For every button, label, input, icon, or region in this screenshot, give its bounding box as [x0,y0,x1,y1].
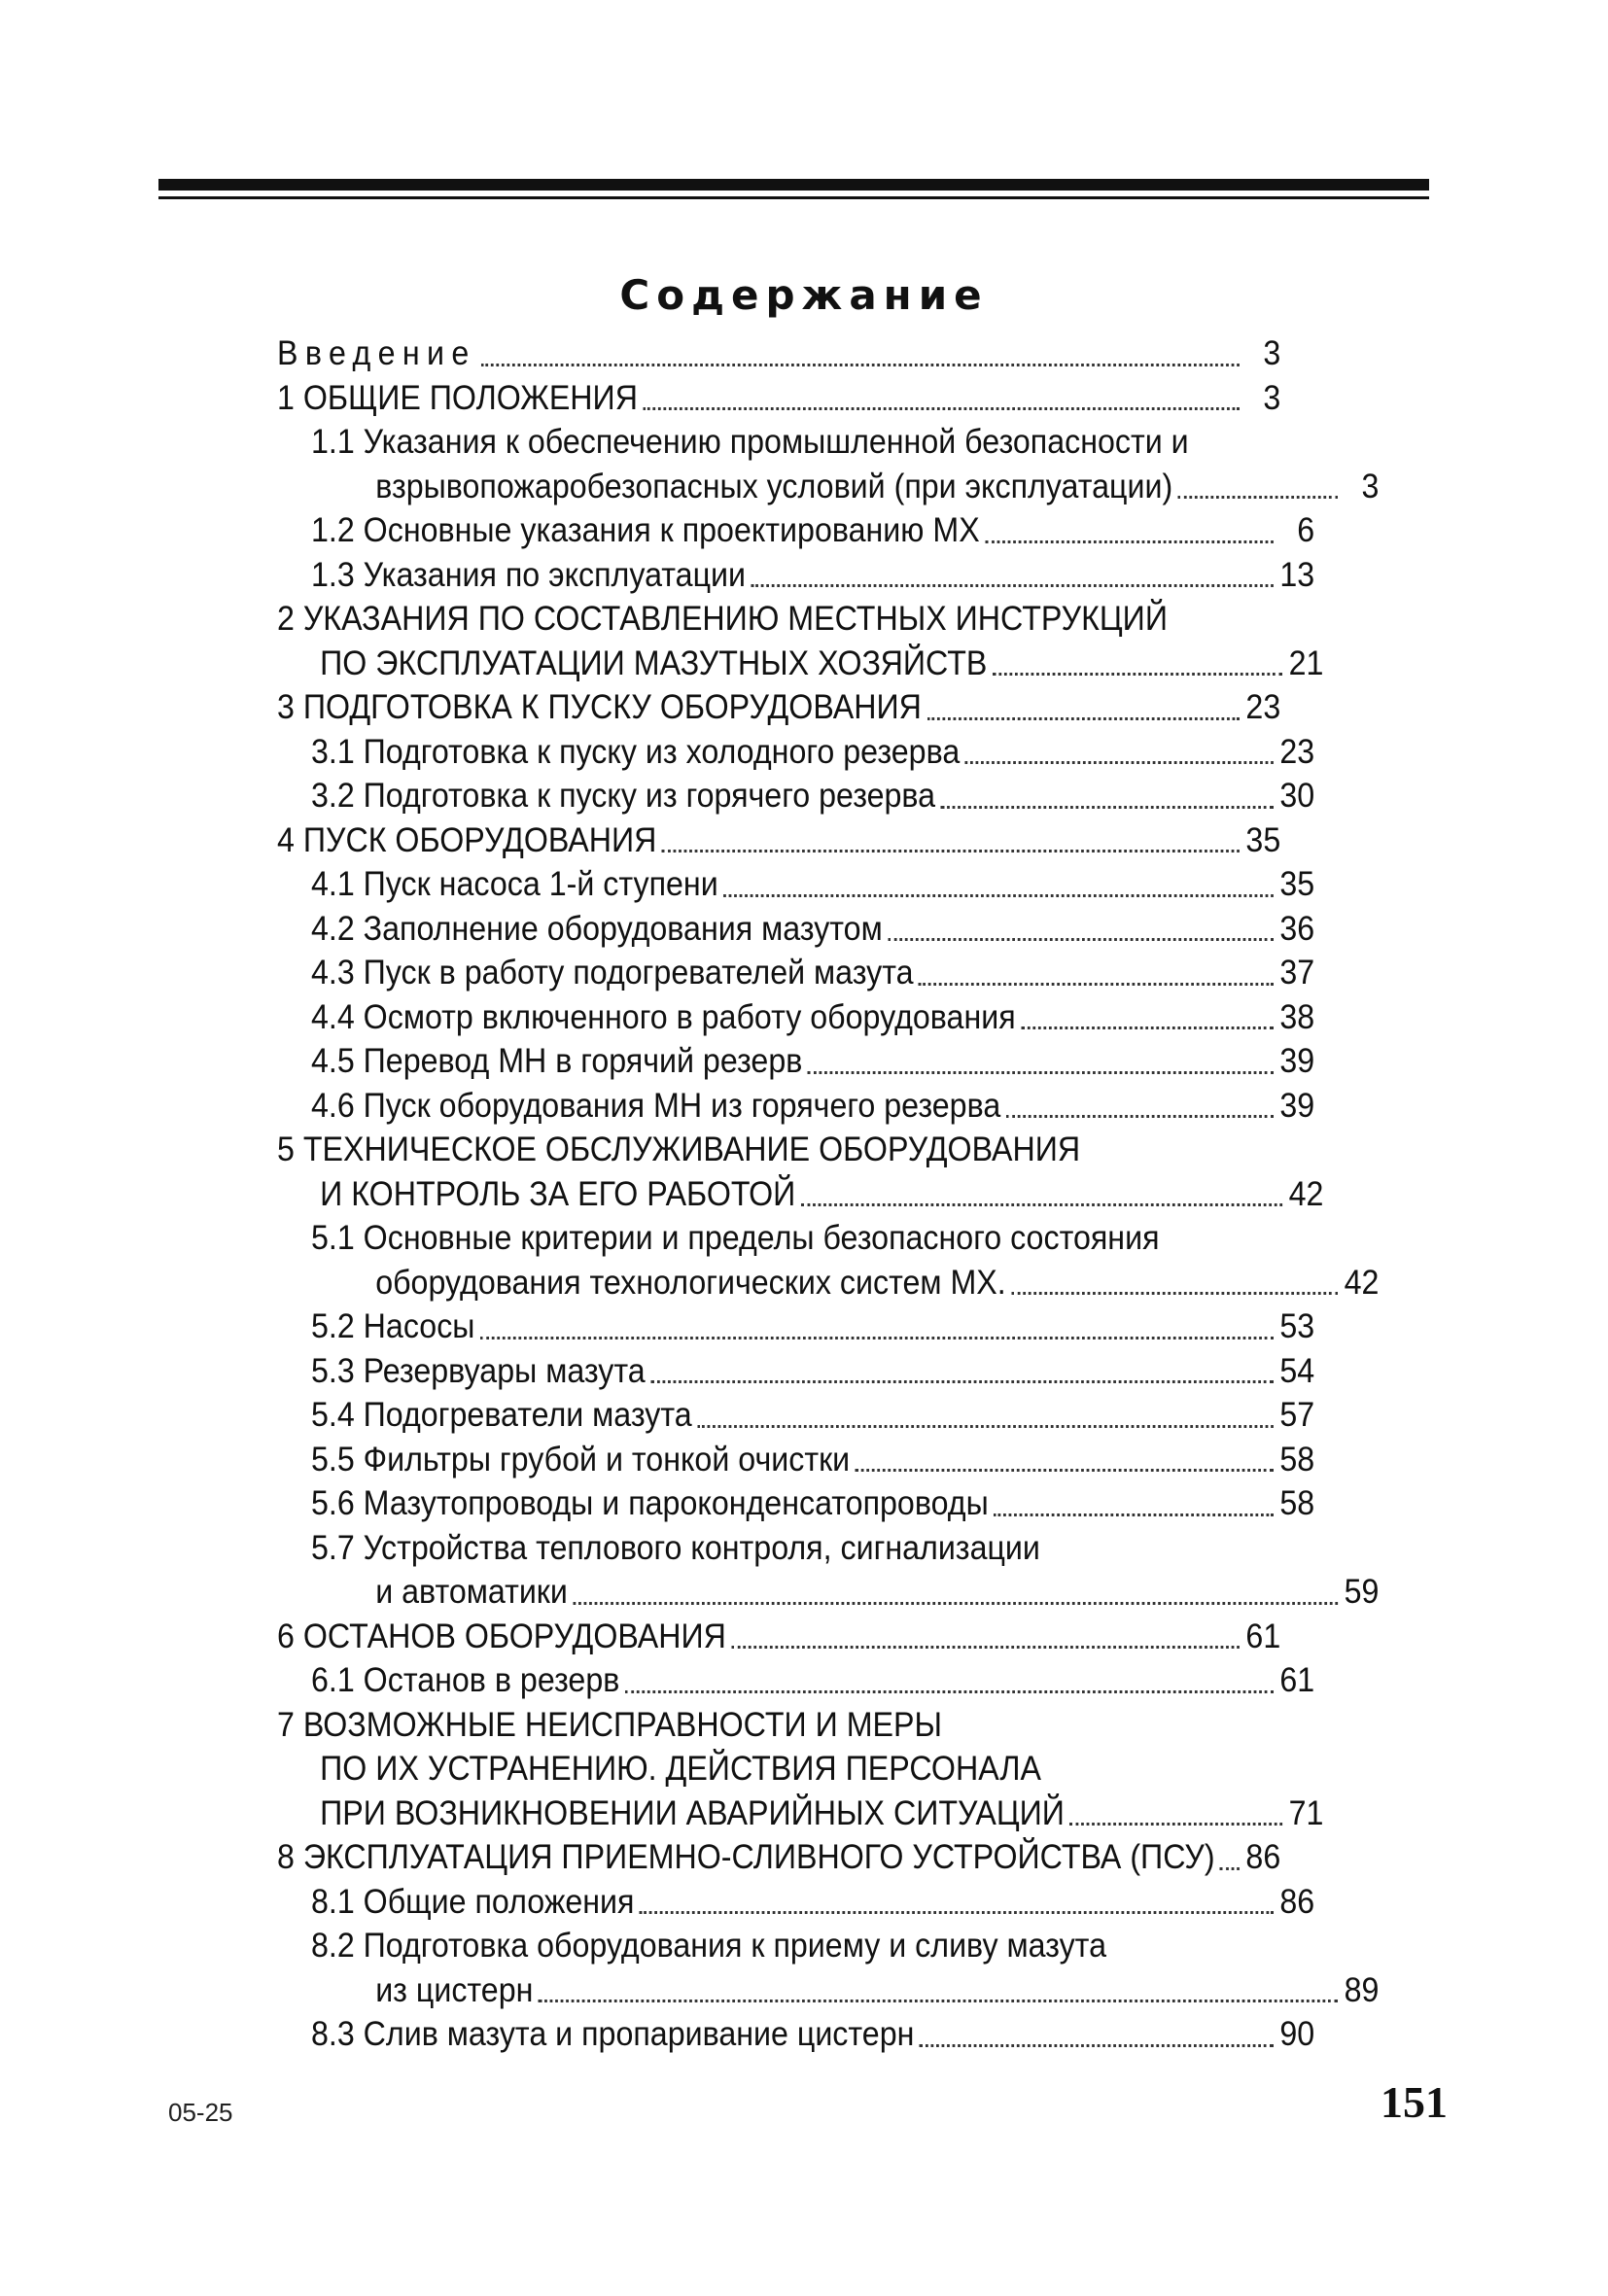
toc-entry-title: 4 ПУСК ОБОРУДОВАНИЯ [277,820,657,859]
toc-entry-title: ПРИ ВОЗНИКНОВЕНИИ АВАРИЙНЫХ СИТУАЦИЙ [320,1793,1065,1832]
toc-entry-title: И КОНТРОЛЬ ЗА ЕГО РАБОТОЙ [320,1174,796,1213]
header-rule-thin [158,196,1429,199]
toc-leader-dots [1178,496,1338,499]
toc-entry-title: 3 ПОДГОТОВКА К ПУСКУ ОБОРУДОВАНИЯ [277,688,922,726]
toc-entry [277,1261,1379,1305]
toc-entry [277,1835,1280,1880]
toc-entry [277,1393,1314,1438]
toc-entry [277,1880,1314,1925]
toc-entry [277,1084,1314,1129]
toc-entry-page: 54 [1279,1351,1315,1390]
toc-entry-page: 71 [1288,1793,1324,1832]
page-number: 151 [1381,2077,1448,2127]
toc-entry-page: 3 [1361,467,1380,505]
toc-entry [277,995,1314,1040]
toc-entry-page: 90 [1279,2015,1315,2053]
toc-leader-dots [650,1380,1274,1383]
toc-entry-page: 23 [1279,732,1315,771]
toc-entry [277,1305,1314,1349]
toc-entry-title: 5 ТЕХНИЧЕСКОЕ ОБСЛУЖИВАНИЕ ОБОРУДОВАНИЯ [277,1131,1081,1168]
toc-entry-page: 3 [1263,334,1281,372]
toc-entry [277,1481,1314,1526]
toc-entry-title: 8.2 Подготовка оборудования к приему и сливу мазута [310,1927,1106,1965]
toc-entry-page: 86 [1245,1838,1281,1876]
toc-entry-title: оборудования технологических систем МХ. [375,1263,1006,1302]
toc-entry-title: из цистерн [375,1970,534,2009]
toc-entry-title: 8.3 Слив мазута и пропаривание цистерн [310,2015,915,2053]
toc-entry [277,420,1314,465]
toc-entry-title: 5.6 Мазутопроводы и пароконденсатопроводы [310,1484,989,1522]
toc-entry-title: 5.5 Фильтры грубой и тонкой очистки [310,1440,851,1478]
toc-entry-page: 57 [1279,1396,1315,1434]
toc-leader-dots [662,850,1240,852]
toc-leader-dots [481,364,1240,366]
toc-entry-title: 3.1 Подготовка к пуску из холодного резерва [310,732,961,771]
toc-entry-page: 35 [1245,820,1281,859]
toc-entry [277,774,1314,818]
toc-leader-dots [1220,1867,1240,1870]
toc-leader-dots [573,1602,1338,1605]
toc-entry [277,1526,1314,1571]
toc-entry-title: 1 ОБЩИЕ ПОЛОЖЕНИЯ [277,378,638,417]
toc-entry [277,685,1280,730]
toc-entry-title: ПО ИХ УСТРАНЕНИЮ. ДЕЙСТВИЯ ПЕРСОНАЛА [320,1750,1042,1788]
toc-entry-title: 1.3 Указания по эксплуатации [310,555,746,594]
toc-leader-dots [625,1690,1274,1693]
toc-entry-page: 21 [1288,644,1324,682]
toc-entry-page: 35 [1279,865,1315,903]
toc-entry-page: 39 [1279,1042,1315,1080]
toc-entry-page: 30 [1279,777,1315,815]
toc-entry [277,1349,1314,1394]
toc-entry [277,2012,1314,2057]
toc-leader-dots [919,983,1274,986]
toc-entry [277,465,1379,509]
toc-entry-title: 8.1 Общие положения [310,1882,635,1921]
toc-entry-page: 89 [1344,1970,1380,2009]
toc-entry-title: 7 ВОЗМОЖНЫЕ НЕИСПРАВНОСТИ И МЕРЫ [277,1705,943,1744]
toc-entry-title: 4.4 Осмотр включенного в работу оборудования [310,997,1016,1036]
toc-entry-page: 86 [1279,1882,1315,1921]
toc-entry [277,1128,1280,1172]
toc-entry-page: 61 [1279,1661,1315,1699]
toc-entry-title: 1.2 Основные указания к проектированию МХ [310,511,980,549]
toc-leader-dots [643,407,1239,410]
toc-entry-title: 6 ОСТАНОВ ОБОРУДОВАНИЯ [277,1617,726,1655]
toc-leader-dots [965,761,1274,764]
toc-leader-dots [994,1513,1274,1516]
toc-entry-page: 42 [1344,1263,1380,1302]
toc-leader-dots [920,2044,1274,2047]
toc-entry [277,1658,1314,1703]
toc-leader-dots [480,1337,1274,1339]
toc-entry-title: 8 ЭКСПЛУАТАЦИЯ ПРИЕМНО-СЛИВНОГО УСТРОЙСТВА (ПСУ) [277,1838,1215,1876]
toc-leader-dots [801,1203,1282,1206]
toc-leader-dots [888,938,1274,941]
toc-entry [277,1039,1314,1084]
toc-entry-title: ПО ЭКСПЛУАТАЦИИ МАЗУТНЫХ ХОЗЯЙСТВ [320,644,988,682]
toc-entry [277,1968,1379,2013]
toc-leader-dots [926,717,1240,720]
toc-entry [277,862,1314,907]
toc-entry-page: 36 [1279,909,1315,948]
toc-leader-dots [808,1071,1274,1074]
toc-entry-title: 5.2 Насосы [310,1307,475,1345]
toc-entry-title: 4.1 Пуск насоса 1-й ступени [310,865,718,903]
toc-heading: Содержание [619,271,989,319]
toc-entry-title: Введение [277,334,476,372]
toc-entry-page: 53 [1279,1307,1315,1345]
toc-leader-dots [1021,1026,1274,1029]
toc-entry-title: 6.1 Останов в резерв [310,1661,620,1699]
toc-entry [277,818,1280,863]
toc-entry-title: взрывопожаробезопасных условий (при эксплуатации) [375,467,1173,505]
toc-entry [277,1924,1314,1968]
toc-entry-title: 4.2 Заполнение оборудования мазутом [310,909,883,948]
toc-leader-dots [1011,1292,1338,1295]
toc-leader-dots [993,673,1282,676]
toc-entry-title: 5.4 Подогреватели мазута [310,1396,692,1434]
toc-entry [277,1172,1323,1217]
toc-entry [277,553,1314,598]
toc-entry [277,730,1314,775]
toc-entry [277,1747,1323,1792]
toc-entry [277,331,1280,376]
toc-entry [277,1792,1323,1836]
toc-entry [277,1438,1314,1482]
toc-entry-title: 3.2 Подготовка к пуску из горячего резерва [310,777,936,815]
toc-entry-page: 23 [1245,688,1281,726]
toc-entry-title: 4.5 Перевод МН в горячий резерв [310,1042,803,1080]
toc-entry-page: 37 [1279,954,1315,991]
toc-leader-dots [985,540,1274,543]
toc-entry-title: 5.3 Резервуары мазута [310,1351,646,1390]
toc-entry-page: 42 [1288,1174,1324,1213]
footer-code: 05-25 [168,2098,233,2127]
toc-leader-dots [697,1425,1274,1428]
toc-entry [277,1615,1280,1659]
toc-entry-title: 4.3 Пуск в работу подогревателей мазута [310,954,914,991]
toc-entry-page: 39 [1279,1086,1315,1125]
toc-entry [277,376,1280,421]
toc-entry [277,1570,1379,1615]
toc-leader-dots [752,584,1274,587]
toc-entry [277,508,1314,553]
toc-entry-page: 3 [1263,378,1281,417]
toc-entry-title: 2 УКАЗАНИЯ ПО СОСТАВЛЕНИЮ МЕСТНЫХ ИНСТРУКЦИЙ [277,600,1168,638]
toc-entry-title: 1.1 Указания к обеспечению промышленной безопасности и [310,423,1189,461]
table-of-contents [277,331,1380,2057]
toc-leader-dots [539,2000,1338,2002]
toc-entry-page: 13 [1279,555,1315,594]
toc-leader-dots [731,1646,1239,1649]
toc-entry-title: 5.1 Основные критерии и пределы безопасного состояния [310,1219,1160,1257]
toc-entry-title: 5.7 Устройства теплового контроля, сигнализации [310,1528,1040,1567]
toc-leader-dots [1069,1823,1282,1826]
toc-entry [277,907,1314,952]
toc-entry [277,1703,1280,1748]
toc-leader-dots [1006,1115,1274,1118]
toc-entry-page: 59 [1344,1573,1380,1611]
toc-leader-dots [856,1469,1274,1472]
toc-leader-dots [640,1911,1274,1914]
toc-entry-page: 61 [1245,1617,1281,1655]
toc-entry-page: 38 [1279,997,1315,1036]
toc-leader-dots [723,894,1274,897]
toc-entry [277,951,1314,995]
header-rule-thick [158,179,1429,191]
toc-entry-page: 58 [1279,1484,1315,1522]
toc-entry [277,597,1280,642]
toc-entry-page: 6 [1297,511,1315,549]
toc-entry-title: 4.6 Пуск оборудования МН из горячего резерва [310,1086,1001,1125]
toc-entry [277,642,1323,686]
toc-entry-title: и автоматики [375,1573,568,1611]
toc-leader-dots [941,806,1274,809]
toc-entry-page: 58 [1279,1440,1315,1478]
toc-entry [277,1216,1314,1261]
